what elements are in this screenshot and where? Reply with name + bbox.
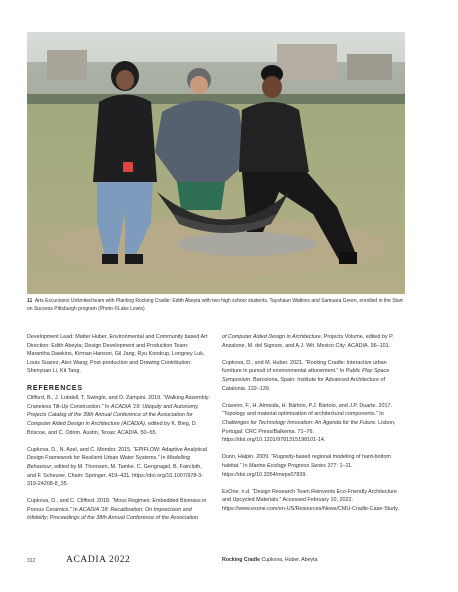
reference-entry: [222, 453, 406, 479]
right-reference-list: [222, 333, 406, 513]
running-authors: Cupkova, Huber, Abeyta: [261, 557, 318, 563]
reference-entry: [27, 394, 211, 437]
reference-entry: [222, 333, 406, 350]
running-title: Rocking Cradle: [222, 557, 261, 563]
right-column: [222, 333, 406, 522]
reference-post: 377: 1–11. https://doi.org/10.3354/meps07839.: [222, 462, 353, 478]
reference-entry: [27, 497, 211, 523]
reference-it: Modelling Behaviour: [27, 455, 191, 470]
reference-pre: Clifford, B., J. Lobdell, T. Swingle, and D. Zampini. 2019. “Walking Assembly: Craneless Tilt-Up Construction.” In: [27, 395, 210, 410]
reference-entry: [222, 359, 406, 393]
references-heading: REFERENCES: [27, 384, 83, 392]
figure-number: 11: [27, 298, 33, 304]
reference-post: , edited by K. Bieg, D. Briscoe, and C. Odom. Austin, Texas: ACADIA. 50–55.: [27, 420, 198, 436]
reference-it: ACADIA '18: Recalibration: On Imprecision and Infidelity; Proceedings of the 38th Annual Conference of the Association: [27, 506, 199, 522]
reference-entry: [222, 488, 406, 514]
reference-it: Public Play Space Symposium: [222, 368, 390, 383]
reference-post: , edited by M. Thomsen, M. Tamke, C. Gengnagel, B. Faircloth, and F. Scheurer. Cham: Springer. 419–431. https://doi.org/10.1007/978-3-319-24208-8_35.: [27, 463, 203, 488]
page-number: 312: [27, 558, 36, 564]
reference-pre: Cupkova, D., and M. Huber. 2021. “Rocking Cradle: Interactive urban furniture in pursuit of environmental attunement.” In: [222, 359, 387, 375]
reference-it: Challenges for Technology Innovation: An Agenda for the Future: [222, 419, 376, 426]
running-header: [222, 557, 317, 563]
figure-photo: [27, 32, 405, 294]
figure-caption-text: Arts Excursions Unlimited team with Planting Rocking Cradle: Edith Abeyta with two high school students, Tayshaun Watkins and Samuara Green, enrolled in the Start on Success Pittsburgh program (Photo ©Lake Lewis): [27, 298, 403, 312]
reference-post: , Projects Volume, edited by P. Anzalone, M. del Signore, and A.J. Wit. Mexico City: ACADIA. 96–101.: [222, 334, 394, 349]
figure-caption: [27, 298, 407, 313]
page-footer: [0, 555, 458, 569]
reference-pre: Dunn, Halpin. 2009. “Rugosity-based regional modeling of hard-bottom habitat.” In: [222, 454, 392, 469]
conference-title: ACADIA 2022: [66, 555, 131, 565]
reference-pre: Cupkova, D., N. Azel, and C. Mondor. 2015. “EPIFLOW: Adaptive Analytical Design Framework for Resilient Urban Water Systems.” In: [27, 446, 207, 462]
reference-post: . Lisbon, Portugal: CRC Press/Balkema. 71–76. https://doi.org/10.1201/9781315198101-14.: [222, 419, 396, 444]
left-reference-list: [27, 394, 211, 523]
reference-pre: Cupkova, D., and C. Clifford. 2018. “Moss Regimes: Embedded Biomass in Porous Ceramics.” In: [27, 498, 207, 513]
reference-pre: Craveiro, F., H. Almeida, H. Bártolo, P.J. Bártolo, and J.P. Duarte. 2017. “Topology and material optimization of architectural components.” In: [222, 402, 392, 418]
reference-entry: [27, 446, 211, 489]
left-column: [27, 333, 211, 532]
reference-it: Marine Ecology Progress Series: [248, 462, 326, 469]
reference-entry: [222, 402, 406, 445]
reference-pre: ExOne. n.d. “Design Research Team Reinvents Eco-Friendly Architecture and Upcycled Materials.” Accessed February 10, 2022. https://www.exone.com/en-US/Resources/News/CMU-Cradle-Case-Study.: [222, 488, 399, 512]
photo-illustration: [27, 32, 405, 294]
reference-it: of Computer Aided Design in Architecture: [222, 334, 321, 340]
reference-post: . Barcelona, Spain: Institute for Advanced Architecture of Catalonia. 132–139.: [222, 376, 386, 392]
reference-it: ACADIA '19: Ubiquity and Autonomy, Projects Catalog of the 39th Annual Conference of the Association for Computer Aided Design in Architecture (ACADIA): [27, 403, 199, 427]
credits-paragraph: Development Lead: Matter Huber, Environmental and Community based Art Direction: Edith Abeyta; Design Development and Production Team: Marantha Dawkins, Kirman Hanson, Gil Jang, Ryu Kondrup, Longney Luk, Louis Suarez, Alex Wang; Post-production and Drawing Contribution: Shenyuan Li, Kit Tang.: [27, 334, 208, 375]
